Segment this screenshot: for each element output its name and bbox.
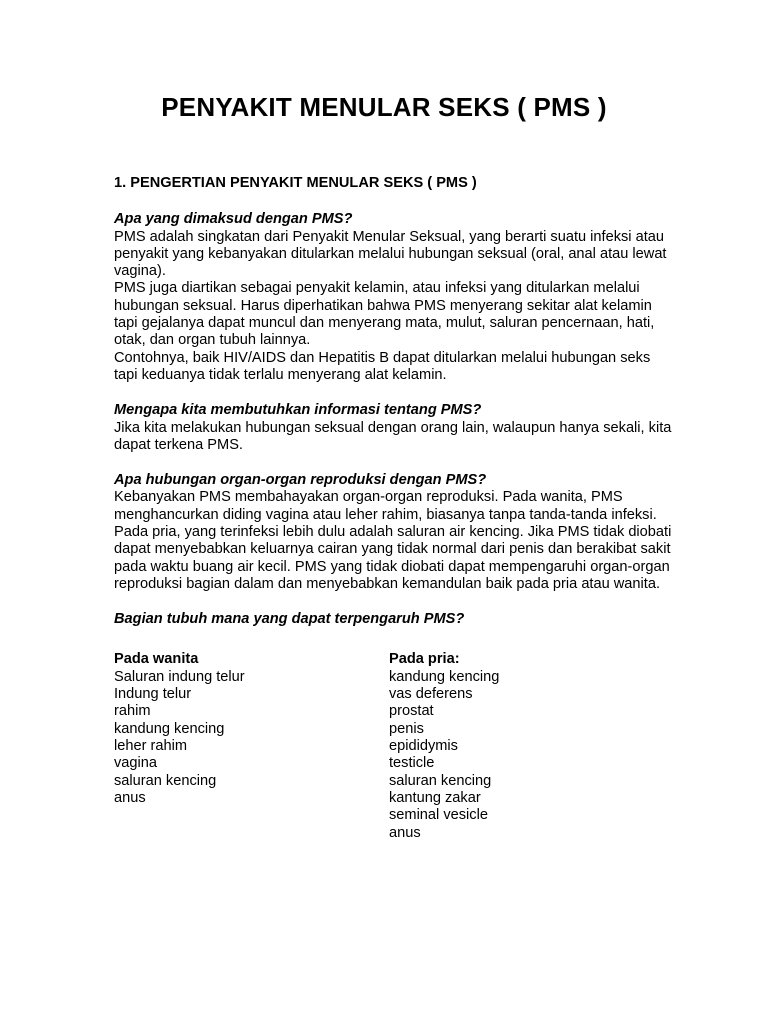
section-heading: 1. PENGERTIAN PENYAKIT MENULAR SEKS ( PMS ) [114, 175, 477, 191]
list-item: prostat [389, 703, 434, 720]
men-heading: Pada pria: [389, 650, 460, 667]
list-item: vagina [114, 755, 158, 772]
list-item: saluran kencing [389, 772, 492, 789]
paragraph: PMS juga diartikan sebagai penyakit kelamin, atau infeksi yang ditularkan melalui hubungan seksual. Harus diperhatikan bahwa PMS menyerang sekitar alat kelamin tapi gejalanya dapat muncul dan menyerang mata, mulut, saluran pencernaan, hati, otak, dan organ tubuh lainnya. [114, 280, 655, 349]
qa-block-definition [114, 211, 674, 384]
list-item: saluran kencing [114, 772, 217, 789]
qa-block-why-info [114, 402, 674, 454]
paragraph: Contohnya, baik HIV/AIDS dan Hepatitis B dapat ditularkan melalui hubungan seks tapi keduanya tidak terlalu menyerang alat kelamin. [114, 349, 651, 383]
question-heading: Apa hubungan organ-organ reproduksi dengan PMS? [114, 472, 487, 489]
list-item: kandung kencing [389, 668, 500, 685]
document-title: PENYAKIT MENULAR SEKS ( PMS ) [161, 92, 607, 122]
list-item: vas deferens [389, 686, 473, 703]
qa-block-reproductive-organs [114, 472, 674, 593]
list-item: kandung kencing [114, 720, 225, 737]
list-item: kantung zakar [389, 789, 481, 806]
document-body [114, 175, 674, 860]
list-item: testicle [389, 755, 435, 772]
men-column [389, 651, 649, 842]
list-item: rahim [114, 703, 151, 720]
men-list [389, 669, 649, 842]
list-item: epididymis [389, 738, 458, 755]
question-heading: Bagian tubuh mana yang dapat terpengaruh PMS? [114, 611, 465, 628]
body-parts-columns [114, 651, 674, 842]
list-item: leher rahim [114, 738, 187, 755]
paragraph: Kebanyakan PMS membahayakan organ-organ reproduksi. Pada wanita, PMS menghancurkan diding vagina atau leher rahim, biasanya tanpa tanda-tanda infeksi. Pada pria, yang terinfeksi lebih dulu adalah saluran air kencing. Jika PMS tidak diobati dapat menyebabkan keluarnya cairan yang tidak normal dari penis dan berakibat sakit pada waktu buang air kecil. PMS yang tidak diobati dapat mempengaruhi organ-organ reproduksi bagian dalam dan menyebabkan kemandulan baik pada pria atau wanita. [114, 489, 672, 592]
body-parts-section [114, 611, 674, 842]
list-item: seminal vesicle [389, 807, 488, 824]
list-item: penis [389, 720, 424, 737]
women-list [114, 669, 389, 807]
list-item: Saluran indung telur [114, 668, 245, 685]
paragraph: Jika kita melakukan hubungan seksual dengan orang lain, walaupun hanya sekali, kita dapat terkena PMS. [114, 419, 672, 453]
women-heading: Pada wanita [114, 650, 199, 667]
question-heading: Apa yang dimaksud dengan PMS? [114, 211, 353, 228]
paragraph: PMS adalah singkatan dari Penyakit Menular Seksual, yang berarti suatu infeksi atau penyakit yang kebanyakan ditularkan melalui hubungan seksual (oral, anal atau lewat vagina). [114, 228, 667, 280]
list-item: anus [114, 789, 146, 806]
women-column [114, 651, 389, 842]
list-item: Indung telur [114, 686, 192, 703]
question-heading: Mengapa kita membutuhkan informasi tentang PMS? [114, 402, 482, 419]
list-item: anus [389, 824, 421, 841]
